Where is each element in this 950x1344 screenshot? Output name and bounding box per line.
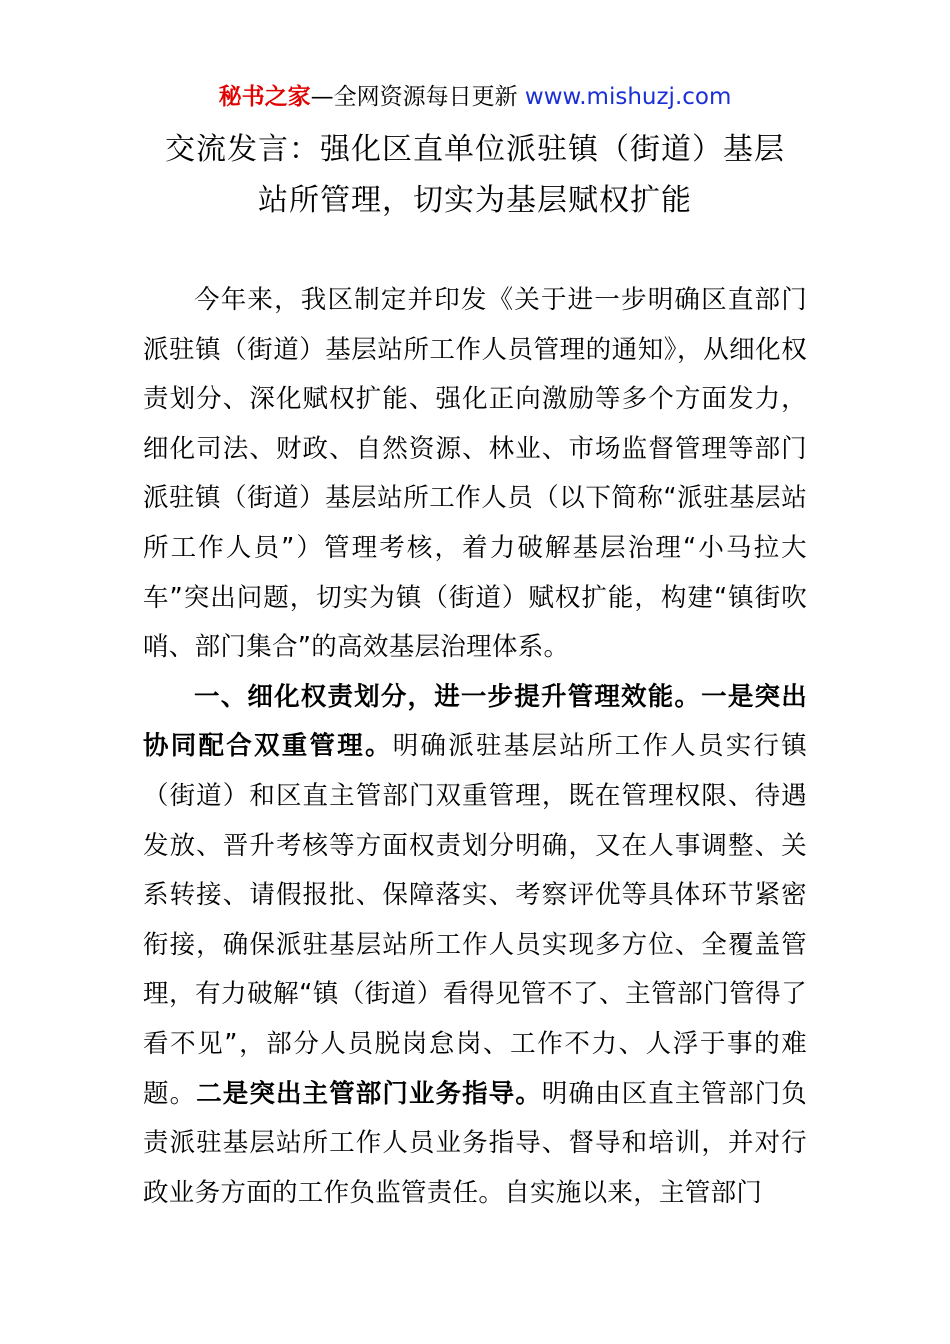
document-title (110, 124, 840, 226)
site-tagline: —全网资源每日更新 (310, 84, 518, 110)
point-1-text: 明确派驻基层站所工作人员实行镇（街道）和区直主管部门双重管理，既在管理权限、待遇发放、晋升考核等方面权责划分明确，又在人事调整、关系转接、请假报批、保障落实、考察评优等具体环节紧密衔接，确保派驻基层站所工作人员实现多方位、全覆盖管理，有力破解“镇（街道）看得见管不了、主管部门管得了看不见”，部分人员脱岗怠岗、工作不力、人浮于事的难题。 (143, 731, 807, 1109)
point-1-lead: 一是突出协同配合双重管理。 (143, 681, 807, 762)
site-header (0, 80, 950, 114)
point-2-lead: 二是突出主管部门业务指导。 (196, 1078, 542, 1109)
title-line-2: 站所管理，切实为基层赋权扩能 (258, 183, 692, 218)
section-1-paragraph (143, 673, 807, 1219)
site-brand: 秘书之家 (218, 84, 311, 110)
title-line-1: 交流发言：强化区直单位派驻镇（街道）基层 (165, 132, 785, 167)
site-url-link[interactable]: www.mishuzj.com (524, 84, 732, 110)
document-body (143, 276, 807, 1218)
intro-paragraph: 今年来，我区制定并印发《关于进一步明确区直部门派驻镇（街道）基层站所工作人员管理的通知》，从细化权责划分、深化赋权扩能、强化正向激励等多个方面发力，细化司法、财政、自然资源、林业、市场监督管理等部门派驻镇（街道）基层站所工作人员（以下简称“派驻基层站所工作人员”）管理考核，着力破解基层治理“小马拉大车”突出问题，切实为镇（街道）赋权扩能，构建“镇街吹哨、部门集合”的高效基层治理体系。 (143, 285, 807, 663)
section-1-heading: 一、细化权责划分，进一步提升管理效能。 (194, 681, 702, 712)
point-2-text: 明确由区直主管部门负责派驻基层站所工作人员业务指导、督导和培训，并对行政业务方面的工作负监管责任。自实施以来，主管部门 (143, 1078, 807, 1208)
